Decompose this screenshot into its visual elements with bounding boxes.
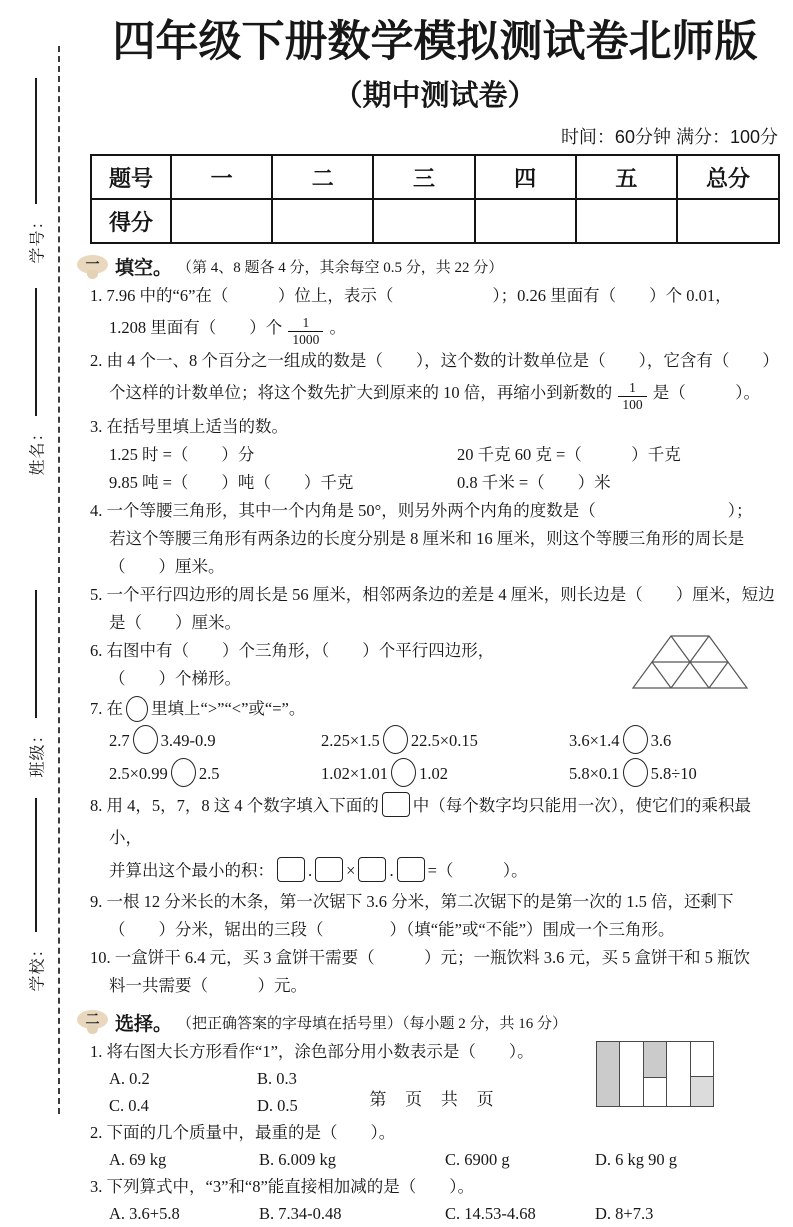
text: 并算出这个最小的积： xyxy=(109,860,274,880)
option-b: B. 0.3 xyxy=(257,1068,297,1088)
write-in-line xyxy=(35,590,37,718)
section1-note: （第 4、8 题各 4 分，其余每空 0.5 分，共 22 分） xyxy=(177,260,504,277)
text: 个这样的计数单位；将这个数先扩大到原来的 10 倍，再缩小到新数的 xyxy=(109,383,613,403)
text: 3.6×1.4 xyxy=(569,730,620,750)
section1-number: 一 xyxy=(85,255,100,272)
compare-circle-blank xyxy=(623,758,648,787)
question-text: 4. 一个等腰三角形，其中一个内角是 50°，则另外两个内角的度数是（ ）； xyxy=(90,500,753,520)
mushroom-icon xyxy=(77,254,108,280)
question-3 xyxy=(90,413,780,497)
time-score-info: 时间：60分钟 满分：100分 xyxy=(560,127,778,148)
write-in-line xyxy=(35,78,37,204)
conversion-item: 9.85 吨 =（ ）吨（ ）千克 xyxy=(109,472,354,492)
section2-number: 二 xyxy=(85,1011,100,1027)
denominator: 1000 xyxy=(288,331,323,347)
write-in-line xyxy=(35,798,37,932)
text: 2.7 xyxy=(109,730,130,750)
header-total: 总分 xyxy=(677,155,779,199)
question-6 xyxy=(90,637,780,693)
compare-item xyxy=(321,724,569,757)
fraction xyxy=(618,381,646,412)
question-8 xyxy=(90,790,780,888)
option-d: D. 8+7.3 xyxy=(595,1203,654,1223)
score-cell xyxy=(475,199,576,243)
option-a: A. 3.6+5.8 xyxy=(109,1203,180,1223)
conversion-item: 20 千克 60 克 =（ ）千克 xyxy=(457,444,681,464)
text: 1.02 xyxy=(419,763,448,783)
question-text: 料一共需要（ ）元。 xyxy=(109,975,307,995)
question-text: 6. 右图中有（ ）个三角形，（ ）个平行四边形， xyxy=(90,640,495,660)
section2-title: 选择。 xyxy=(115,1013,173,1035)
question-text: 3. 下列算式中，“3”和“8”能直接相加减的是（ ）。 xyxy=(90,1176,475,1196)
question-text: 5. 一个平行四边形的周长是 56 厘米，相邻两条边的差是 4 厘米，则长边是（ ）厘米，短边 xyxy=(90,584,775,604)
text: 2.5 xyxy=(198,763,220,783)
option-b: B. 6.009 kg xyxy=(259,1149,337,1169)
question-text: 1. 将右图大长方形看作“1”，涂色部分用小数表示是（ ）。 xyxy=(90,1041,534,1061)
compare-item xyxy=(109,724,321,757)
text: 3.49-0.9 xyxy=(160,730,216,750)
conversion-item: 0.8 千米 =（ ）米 xyxy=(457,472,611,492)
question-9 xyxy=(90,888,780,944)
score-table-score-row xyxy=(91,199,779,243)
header-part-1: 一 xyxy=(171,155,272,199)
score-cell xyxy=(171,199,272,243)
text: 3.6 xyxy=(650,730,672,750)
section2-header xyxy=(77,1009,780,1036)
sidebar-field-name xyxy=(18,288,54,480)
option-c: C. 14.53-4.68 xyxy=(445,1203,536,1223)
page-title: 四年级下册数学模拟测试卷北师版 xyxy=(112,18,758,66)
text: 1.02×1.01 xyxy=(321,763,389,783)
text: 。 xyxy=(329,318,346,338)
fraction xyxy=(288,316,323,347)
sidebar-field-class xyxy=(18,590,54,782)
header-part-3: 三 xyxy=(373,155,474,199)
header-part-5: 五 xyxy=(576,155,677,199)
test-paper xyxy=(85,12,780,1227)
choice-question-3 xyxy=(90,1173,780,1227)
digit-box-blank xyxy=(358,857,386,882)
question-2 xyxy=(90,347,780,412)
question-4 xyxy=(90,497,780,581)
digit-box-blank xyxy=(382,792,410,817)
question-5 xyxy=(90,581,780,637)
choice-question-2 xyxy=(90,1119,780,1173)
compare-circle-blank xyxy=(623,725,648,754)
question-text: （ ）厘米。 xyxy=(109,556,225,576)
question-7 xyxy=(90,693,780,790)
sidebar-field-student-number xyxy=(18,78,54,268)
compare-item xyxy=(109,757,321,790)
conversion-item: 1.25 时 =（ ）分 xyxy=(109,444,255,464)
question-text: 2. 由 4 个一、8 个百分之一组成的数是（ ），这个数的计数单位是（ ），它含有（ ） xyxy=(90,351,779,371)
option-c: C. 6900 g xyxy=(445,1149,510,1169)
section2-note: （把正确答案的字母填在括号里）（每小题 2 分，共 16 分） xyxy=(177,1015,568,1032)
compare-circle-blank xyxy=(391,758,416,787)
text: 5.8×0.1 xyxy=(569,763,620,783)
score-table-header-row xyxy=(91,155,779,199)
denominator: 100 xyxy=(618,396,646,412)
compare-item xyxy=(321,757,569,790)
text: 7. 在 xyxy=(90,698,123,718)
digit-box-blank xyxy=(277,857,305,882)
text: 2.25×1.5 xyxy=(321,730,380,750)
text: 22.5×0.15 xyxy=(410,730,478,750)
text: 2.5×0.99 xyxy=(109,763,168,783)
question-text: 3. 在括号里填上适当的数。 xyxy=(90,416,288,436)
compare-item xyxy=(569,757,780,790)
question-text xyxy=(90,790,780,854)
text: =（ ）。 xyxy=(427,860,528,880)
numerator: 1 xyxy=(629,380,636,396)
score-cell xyxy=(272,199,373,243)
text: 是（ ）。 xyxy=(652,383,760,403)
question-text: 2. 下面的几个质量中，最重的是（ ）。 xyxy=(90,1122,396,1142)
compare-circle-blank xyxy=(133,725,158,754)
page-subtitle: （期中测试卷） xyxy=(333,80,537,113)
triangle-lattice-figure xyxy=(632,633,750,691)
option-b: B. 7.34-0.48 xyxy=(259,1203,342,1223)
question-text: 若这个等腰三角形有两条边的长度分别是 8 厘米和 16 厘米，则这个等腰三角形的周长是 xyxy=(109,528,745,548)
option-a: A. 0.2 xyxy=(109,1068,150,1088)
class-label: 班级： xyxy=(29,726,47,778)
score-cell xyxy=(576,199,677,243)
numerator: 1 xyxy=(302,314,310,330)
student-number-label: 学号： xyxy=(29,212,47,264)
question-text: （ ）个梯形。 xyxy=(109,668,241,688)
text: 8. 用 4，5，7，8 这 4 个数字填入下面的 xyxy=(90,795,379,815)
score-cell xyxy=(677,199,779,243)
text: 中（每个数字均只能用一次），使它们的乘积最小， xyxy=(109,795,751,847)
text: . xyxy=(389,860,394,880)
text: 1.208 里面有（ ）个 xyxy=(109,318,283,338)
question-text: 是（ ）厘米。 xyxy=(109,612,241,632)
section1-title: 填空。 xyxy=(115,258,173,280)
name-label: 姓名： xyxy=(29,424,47,476)
question-text xyxy=(109,310,780,347)
option-a: A. 69 kg xyxy=(109,1149,167,1169)
score-cell xyxy=(373,199,474,243)
question-text xyxy=(90,693,780,724)
digit-box-blank xyxy=(397,857,425,882)
digit-box-blank xyxy=(315,857,343,882)
text: 5.8÷10 xyxy=(650,763,697,783)
question-text: （ ）分米，锯出的三段（ ）（填“能”或“不能”）围成一个三角形。 xyxy=(109,919,675,939)
compare-item xyxy=(569,724,780,757)
option-d: D. 0.5 xyxy=(257,1095,298,1115)
question-text: 1. 7.96 中的“6”在（ ）位上，表示（ ）；0.26 里面有（ ）个 0.01， xyxy=(90,286,732,306)
option-c: C. 0.4 xyxy=(109,1095,149,1115)
compare-circle-blank xyxy=(126,696,148,722)
option-d: D. 6 kg 90 g xyxy=(595,1149,678,1169)
mushroom-icon xyxy=(77,1009,108,1035)
compare-circle-blank xyxy=(171,758,196,787)
header-part-4: 四 xyxy=(475,155,576,199)
question-text: 9. 一根 12 分米长的木条，第一次锯下 3.6 分米，第二次锯下的是第一次的 1.5 倍，还剩下 xyxy=(90,891,734,911)
fold-dashed-line xyxy=(58,46,60,1114)
header-part-2: 二 xyxy=(272,155,373,199)
section1-header xyxy=(77,253,780,280)
score-label: 得分 xyxy=(91,199,171,243)
page-footer: 第 页 共 页 xyxy=(369,1090,501,1109)
score-table xyxy=(90,154,780,244)
sidebar-field-school xyxy=(18,798,54,996)
question-text xyxy=(109,375,780,412)
question-1 xyxy=(90,282,780,347)
question-text: 10. 一盒饼干 6.4 元，买 3 盒饼干需要（ ）元；一瓶饮料 3.6 元，买 5 盒饼干和 5 瓶饮 xyxy=(90,947,750,967)
question-10 xyxy=(90,944,780,1000)
header-question-number: 题号 xyxy=(91,155,171,199)
school-label: 学校： xyxy=(29,940,47,992)
question-text xyxy=(109,854,780,888)
compare-circle-blank xyxy=(383,725,408,754)
text: . xyxy=(308,860,313,880)
text: 里填上“>”“<”或“=”。 xyxy=(151,698,306,718)
text: × xyxy=(346,860,356,880)
write-in-line xyxy=(35,288,37,416)
